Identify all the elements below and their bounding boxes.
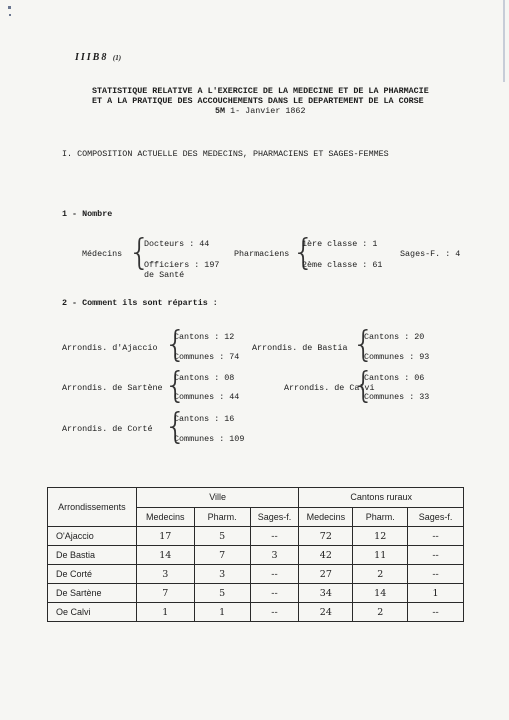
communes-count: Communes : 44 (174, 392, 240, 402)
table-cell: -- (250, 584, 299, 603)
sages-count: Sages-F. : 4 (400, 249, 461, 259)
table-cell: 5 (194, 527, 250, 546)
table-cell: 17 (136, 527, 194, 546)
table-cell: 3 (194, 565, 250, 584)
table-cell: 1 (136, 603, 194, 622)
brace-icon: { (164, 406, 187, 447)
arrondis-label: Arrondis. de Sartène (62, 383, 163, 393)
table-cell: 11 (353, 546, 408, 565)
table-cell: -- (250, 603, 299, 622)
table-row (48, 546, 464, 565)
classe-2-count: 2ème classe : 61 (302, 260, 383, 270)
communes-count: Communes : 109 (174, 434, 245, 444)
subheader-cell: Medecins (136, 507, 194, 527)
table-cell: 27 (299, 565, 353, 584)
table-row (48, 603, 464, 622)
cantons-count: Cantons : 12 (174, 332, 235, 342)
section-heading: I. COMPOSITION ACTUELLE DES MEDECINS, PHARMACIENS ET SAGES-FEMMES (62, 149, 389, 159)
brace-icon: { (352, 324, 375, 365)
row-name: De Corté (48, 565, 137, 584)
officiers-count: Officiers : 197 (144, 260, 220, 270)
table-cell: 7 (136, 584, 194, 603)
row-name: O'Ajaccio (48, 527, 137, 546)
communes-count: Communes : 93 (364, 352, 430, 362)
nombre-heading: 1 - Nombre (62, 209, 113, 219)
communes-count: Communes : 74 (174, 352, 240, 362)
table-cell: -- (408, 565, 464, 584)
table-cell: 5 (194, 584, 250, 603)
cantons-count: Cantons : 06 (364, 373, 425, 383)
row-name: De Bastia (48, 546, 137, 565)
cantons-count: Cantons : 20 (364, 332, 425, 342)
table-cell: -- (408, 546, 464, 565)
subheader-cell: Sages-f. (250, 507, 299, 527)
table-cell: 3 (136, 565, 194, 584)
brace-icon: { (164, 365, 187, 406)
table-cell: 7 (194, 546, 250, 565)
row-name: Oe Calvi (48, 603, 137, 622)
table-cell: -- (408, 603, 464, 622)
table-row (48, 584, 464, 603)
header-arrondissements: Arrondissements (48, 488, 137, 527)
communes-count: Communes : 33 (364, 392, 430, 402)
table-cell: 42 (299, 546, 353, 565)
table-cell: -- (250, 565, 299, 584)
docteurs-count: Docteurs : 44 (144, 239, 210, 249)
pharmaciens-label: Pharmaciens (234, 249, 290, 259)
table-cell: 3 (250, 546, 299, 565)
title-line-1: STATISTIQUE RELATIVE A L'EXERCICE DE LA MEDECINE ET DE LA PHARMACIE (92, 86, 429, 96)
subheader-cell: Pharm. (353, 507, 408, 527)
table-cell: -- (408, 527, 464, 546)
row-name: De Sartène (48, 584, 137, 603)
brace-icon: { (164, 324, 187, 365)
table-cell: 1 (194, 603, 250, 622)
table-cell: 72 (299, 527, 353, 546)
table-row (48, 527, 464, 546)
table-cell: 14 (353, 584, 408, 603)
arrondis-label: Arrondis. de Calvi (284, 383, 375, 393)
subheader-cell: Sages-f. (408, 507, 464, 527)
table-row (48, 565, 464, 584)
distribution-table (47, 487, 464, 622)
subheader-cell: Medecins (299, 507, 353, 527)
header-code: IIIB8 (1) (75, 52, 122, 63)
scan-edge (503, 0, 505, 82)
cantons-count: Cantons : 08 (174, 373, 235, 383)
arrondis-label: Arrondis. d'Ajaccio (62, 343, 158, 353)
brace-icon: { (292, 232, 315, 273)
brace-icon: { (128, 232, 151, 273)
table-cell: -- (250, 527, 299, 546)
header-cantons-ruraux: Cantons ruraux (299, 488, 464, 508)
scan-mark (8, 6, 11, 9)
brace-icon: { (352, 365, 375, 406)
medecins-label: Médecins (82, 249, 123, 259)
table-cell: 12 (353, 527, 408, 546)
header-ville: Ville (136, 488, 299, 508)
repartis-heading: 2 - Comment ils sont répartis : (62, 298, 218, 308)
table-cell: 2 (353, 565, 408, 584)
table-cell: 2 (353, 603, 408, 622)
table-cell: 14 (136, 546, 194, 565)
title-date: 5M 1- Janvier 1862 (215, 106, 306, 116)
title-line-2: ET A LA PRATIQUE DES ACCOUCHEMENTS DANS LE DEPARTEMENT DE LA CORSE (92, 96, 424, 106)
subheader-cell: Pharm. (194, 507, 250, 527)
table-cell: 34 (299, 584, 353, 603)
table-cell: 24 (299, 603, 353, 622)
classe-1-count: 1ère classe : 1 (302, 239, 378, 249)
officiers-label: de Santé (144, 270, 185, 280)
scan-mark (9, 14, 11, 16)
arrondis-label: Arrondis. de Corté (62, 424, 153, 434)
arrondis-label: Arrondis. de Bastia (252, 343, 348, 353)
cantons-count: Cantons : 16 (174, 414, 235, 424)
table-cell: 1 (408, 584, 464, 603)
